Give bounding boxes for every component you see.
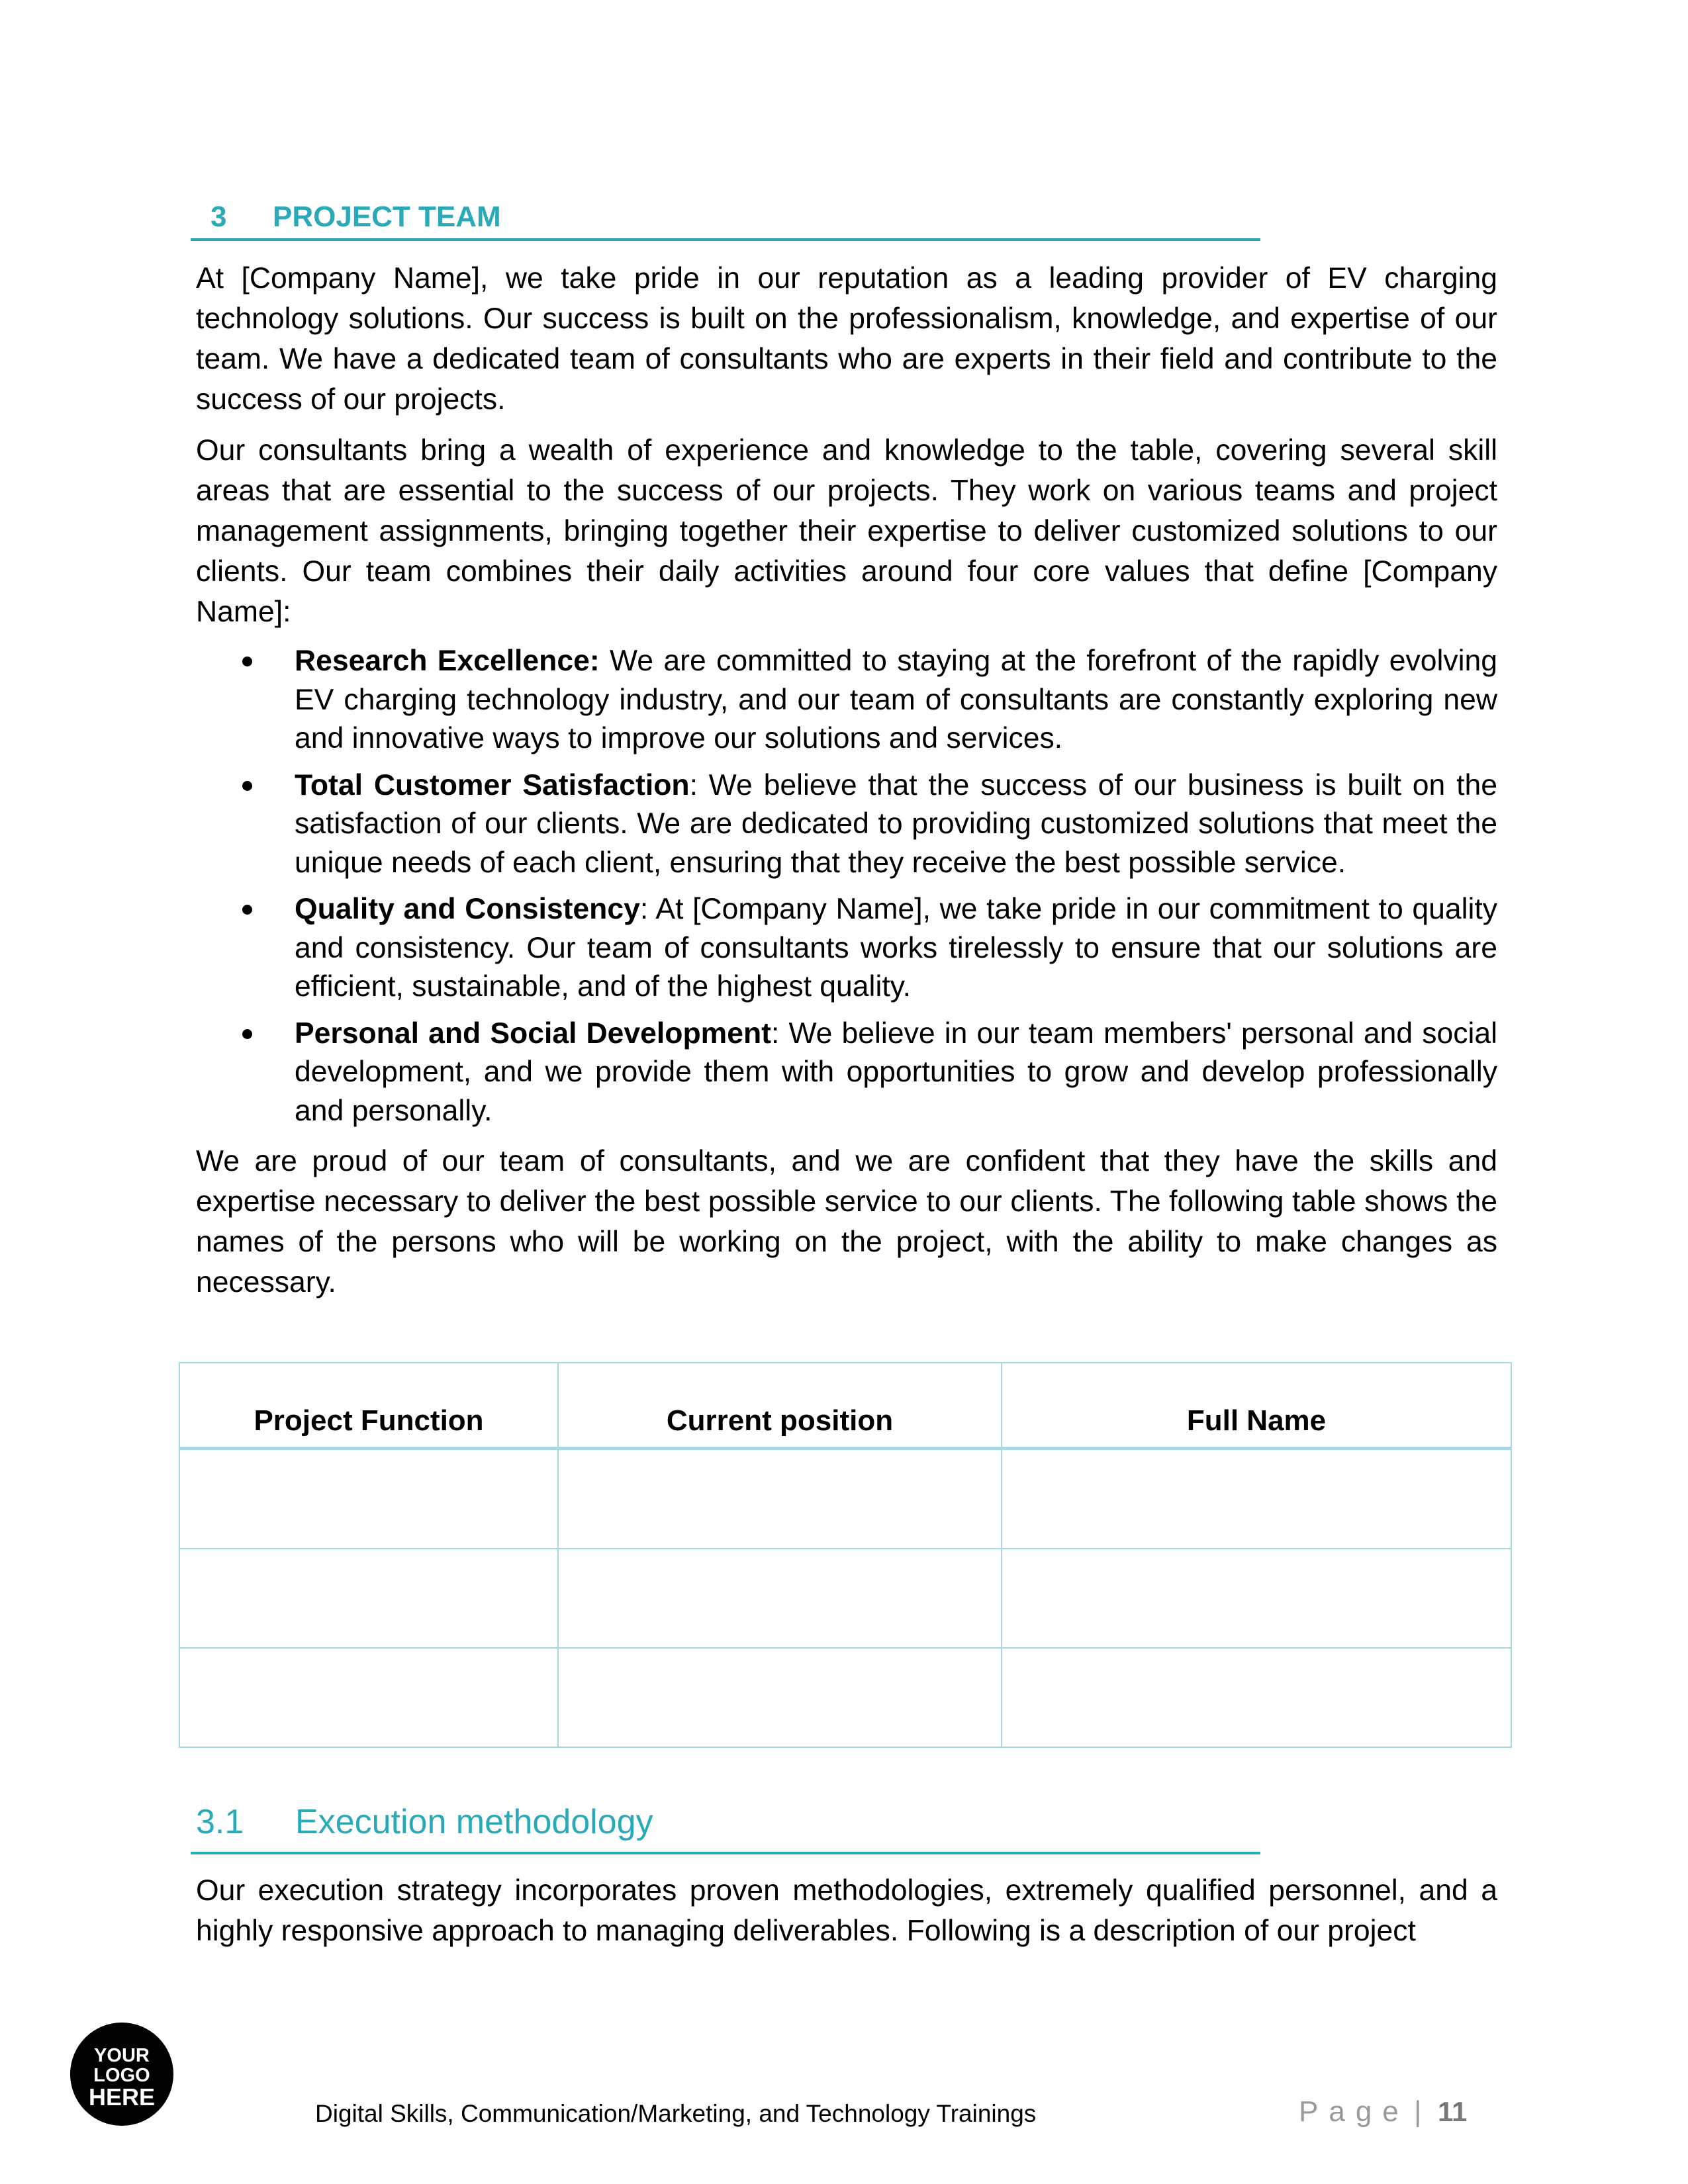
header-project-function: Project Function: [179, 1363, 558, 1449]
table-row: [179, 1648, 1511, 1747]
section-heading: [191, 196, 1260, 241]
core-values-list: [196, 642, 1497, 1138]
value-text: : We believe that the success of our business is built on the satisfaction of our clients. We are dedicated to providing customized solutions that meet the unique needs of each client, ensuring that they receive the best possible service.: [295, 768, 1498, 879]
table-cell: [1002, 1449, 1511, 1549]
value-text: : We believe in our team members' personal and social development, and we provide them with opportunities to grow and develop professionally and personally.: [295, 1017, 1497, 1127]
page-number: 11: [1438, 2096, 1468, 2127]
page-separator: |: [1414, 2095, 1422, 2128]
table-cell: [179, 1449, 558, 1549]
intro-paragraph: At [Company Name], we take pride in our reputation as a leading provider of EV charging technology solutions. Our success is built on the professionalism, knowledge, and expertise of our team. We have a dedicated team of consultants who are experts in their field and contribute to the success of our projects.: [196, 262, 1497, 416]
value-term: Quality and Consistency: [295, 893, 640, 925]
list-item: [196, 1015, 1497, 1131]
table-header-row: [179, 1363, 1511, 1449]
table-row: [179, 1549, 1511, 1648]
bullet-icon: [242, 1029, 252, 1039]
methodology-paragraph: Our execution strategy incorporates proven methodologies, extremely qualified personnel, and a highly responsive approach to managing deliverables. Following is a description of our project: [196, 1874, 1497, 1947]
team-table: [179, 1362, 1512, 1748]
table-cell: [179, 1648, 558, 1747]
header-current-position: Current position: [558, 1363, 1002, 1449]
logo-line: HERE: [88, 2083, 156, 2111]
page-label: Page: [1299, 2095, 1409, 2128]
table-cell: [1002, 1648, 1511, 1747]
bullet-icon: [242, 781, 252, 791]
logo: [70, 2023, 173, 2126]
header-full-name: Full Name: [1002, 1363, 1511, 1449]
table-cell: [558, 1648, 1002, 1747]
value-term: Research Excellence:: [295, 645, 600, 677]
table-cell: [558, 1549, 1002, 1648]
section-title: PROJECT TEAM: [273, 201, 501, 233]
list-item: [196, 766, 1497, 883]
table-row: [179, 1449, 1511, 1549]
list-item: [196, 642, 1497, 758]
value-term: Personal and Social Development: [295, 1017, 771, 1050]
table-cell: [179, 1549, 558, 1648]
subsection-heading: [191, 1795, 1260, 1854]
value-text: We are committed to staying at the forefront of the rapidly evolving EV charging technology industry, and our team of consultants are constantly exploring new and innovative ways to improve our solutions and services.: [295, 645, 1497, 754]
bullet-icon: [242, 657, 252, 666]
logo-line: YOUR: [94, 2045, 150, 2066]
footer-text: Digital Skills, Communication/Marketing, and Technology Trainings: [315, 2100, 1037, 2127]
table-cell: [558, 1449, 1002, 1549]
section-number: 3: [211, 201, 227, 233]
subsection-title: Execution methodology: [295, 1803, 653, 1841]
logo-line: LOGO: [93, 2065, 150, 2086]
consultants-paragraph: Our consultants bring a wealth of experience and knowledge to the table, covering several skill areas that are essential to the success of our projects. They work on various teams and project management assignments, bringing together their expertise to deliver customized solutions to our clients. Our team combines their daily activities around four core values that define [Company Name]:: [196, 434, 1497, 628]
table-cell: [1002, 1549, 1511, 1648]
value-text: : At [Company Name], we take pride in our commitment to quality and consistency. Our team of consultants works tirelessly to ensure that our solutions are efficient, sustainable, and of the highest quality.: [295, 893, 1497, 1003]
list-item: [196, 890, 1497, 1007]
value-term: Total Customer Satisfaction: [295, 768, 690, 801]
bullet-icon: [242, 905, 252, 915]
closing-paragraph: We are proud of our team of consultants, and we are confident that they have the skills and expertise necessary to deliver the best possible service to our clients. The following table shows the names of the persons who will be working on the project, with the ability to make changes as necessary.: [196, 1145, 1497, 1298]
subsection-number: 3.1: [196, 1803, 244, 1841]
